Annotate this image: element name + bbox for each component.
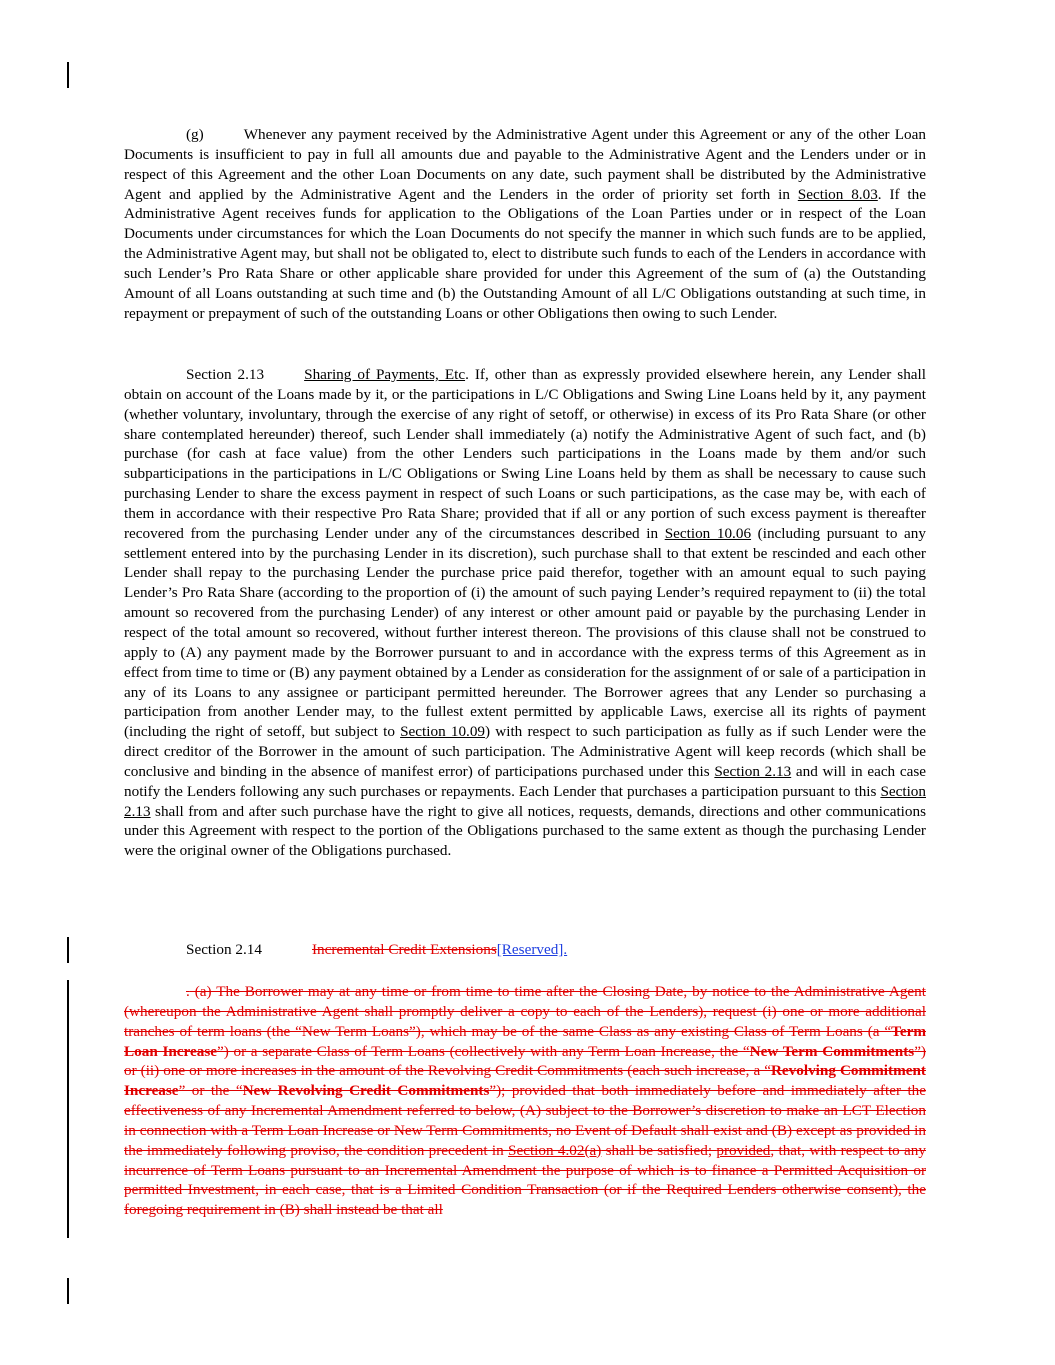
proviso-term: provided: [716, 1141, 771, 1159]
section-reference: Section 10.06: [664, 524, 752, 542]
section-title: Sharing of Payments, Etc: [304, 366, 466, 383]
section-reference: Section 2.13: [714, 762, 792, 780]
change-bar: [67, 62, 69, 88]
defined-term: Revolving Commitment Increase: [124, 1062, 926, 1100]
defined-term: Term Loan Increase: [124, 1022, 926, 1060]
change-bar: [67, 1278, 69, 1304]
deleted-paragraph: . (a) The Borrower may at any time or from time to time after the Closing Date, by notice to the Administrative Agent (whereupon the Administrative Agent shall promptly deliver a copy to each of the Lenders), request (i) one or more additional tranches of term loans (the “New Term Loans”), which may be of the same Class as any existing Class of Term Loans (a “Term Loan Increase”) or a separate Class of Term Loans (collectively with any Term Loan Increase, the “New Term Commitments”) or (ii) one or more increases in the amount of the Revolving Credit Commitments (each such increase, a “Revolving Commitment Increase” or the “New Revolving Credit Commitments”); provided that both immediately before and immediately after the effectiveness of any Incremental Amendment referred to below, (A) subject to the Borrower’s discretion to make an LCT Election in connection with a Term Loan Increase or New Term Commitments, no Event of Default shall exist and (B) except as provided in the immediately following proviso, the condition precedent in Section 4.02(a) shall be satisfied; provided, that, with respect to any incurrence of Term Loans pursuant to an Incremental Amendment the purpose of which is to finance a Permitted Acquisition or permitted Investment, in each case, that is a Limited Condition Transaction (or if the Required Lenders otherwise consent), the foregoing requirement in (B) shall instead be that all: [124, 983, 926, 1219]
clause-label: (g): [186, 126, 204, 143]
section-number: Section 2.13: [186, 366, 265, 383]
defined-term: New Revolving Credit Commitments: [242, 1082, 490, 1100]
change-bar: [67, 937, 69, 963]
section-reference: Section 4.02(a): [508, 1141, 602, 1159]
section-reference: Section 10.09: [400, 723, 486, 741]
section-reference: Section 2.13: [124, 782, 926, 820]
section-2-13: Section 2.13 Sharing of Payments, Etc. If, other than as expressly provided elsewhere herein, any Lender shall obtain on account of the Loans made by it, or the participations in L/C Obligations and Swing Line Loans held by it, any payment (whether voluntary, involuntary, through the exercise of any right of setoff, or otherwise) in excess of its Pro Rata Share (or other share contemplated hereunder) thereof, such Lender shall immediately (a) notify the Administrative Agent of such fact, and (b) purchase (for cash at face value) from the other Lenders such participations in the Loans made by them and/or such subparticipations in the participations in L/C Obligations or Swing Line Loans held by them as shall be necessary to cause such purchasing Lender to share the excess payment in respect of such Loans or such participations, as the case may be, with each of them in accordance with their respective Pro Rata Share; provided that if all or any portion of such excess payment is thereafter recovered from the purchasing Lender under any of the circumstances described in Section 10.06 (including pursuant to any settlement entered into by the purchasing Lender in its discretion), such purchase shall to that extent be rescinded and each other Lender shall repay to the purchasing Lender the purchase price paid therefor, together with an amount equal to such paying Lender’s Pro Rata Share (according to the proportion of (i) the amount of such paying Lender’s required repayment to (ii) the total amount so recovered from the purchasing Lender) of any interest or other amount paid or payable by the purchasing Lender in respect of the total amount so recovered, without further interest thereon. The provisions of this clause shall not be construed to apply to (A) any payment made by the Borrower pursuant to and in accordance with the express terms of this Agreement as in effect from time to time or (B) any payment obtained by a Lender as consideration for the assignment of or sale of a participation in any of its Loans to any assignee or participant permitted hereunder. The Borrower agrees that any Lender so purchasing a participation from another Lender may, to the fullest extent permitted by applicable Laws, exercise all its rights of payment (including the right of setoff, but subject to Section 10.09) with respect to such participation as fully as if such Lender were the direct creditor of the Borrower in the amount of such participation. The Administrative Agent will keep records (which shall be conclusive and binding in the absence of manifest error) of participations purchased under this Section 2.13 and will in each case notify the Lenders following any such purchases or repayments. Each Lender that purchases a participation pursuant to this Section 2.13 shall from and after such purchase have the right to give all notices, requests, demands, directions and other communications under this Agreement with respect to the portion of the Obligations purchased to the same extent as though the purchasing Lender were the original owner of the Obligations purchased.: [124, 366, 927, 860]
paragraph-g: (g) Whenever any payment received by the Administrative Agent under this Agreement or any of the other Loan Documents is insufficient to pay in full all amounts due and payable to the Administrative Agent and the Lenders under or in respect of this Agreement and the other Loan Documents on any date, such payment shall be distributed by the Administrative Agent and applied by the Administrative Agent and the Lenders in the order of priority set forth in Section 8.03. If the Administrative Agent receives funds for application to the Obligations of the Loan Parties under or in respect of the Loan Documents under circumstances for which the Loan Documents do not specify the manner in which such funds are to be applied, the Administrative Agent may, but shall not be obligated to, elect to distribute such funds to each of the Lenders in accordance with such Lender’s Pro Rata Share or other applicable share provided for under this Agreement of the sum of (a) the Outstanding Amount of all Loans outstanding at such time and (b) the Outstanding Amount of all L/C Obligations outstanding at such time, in repayment or prepayment of such of the outstanding Loans or other Obligations then owing to such Lender.: [124, 126, 926, 322]
inserted-title: [Reserved].: [496, 941, 568, 958]
defined-term: New Term Commitments: [749, 1042, 915, 1060]
section-reference: Section 8.03: [797, 185, 878, 203]
section-number: Section 2.14: [186, 941, 262, 958]
change-bar: [67, 980, 69, 1238]
deleted-title: Incremental Credit Extensions: [312, 941, 497, 958]
section-2-14-heading: [186, 940, 567, 960]
